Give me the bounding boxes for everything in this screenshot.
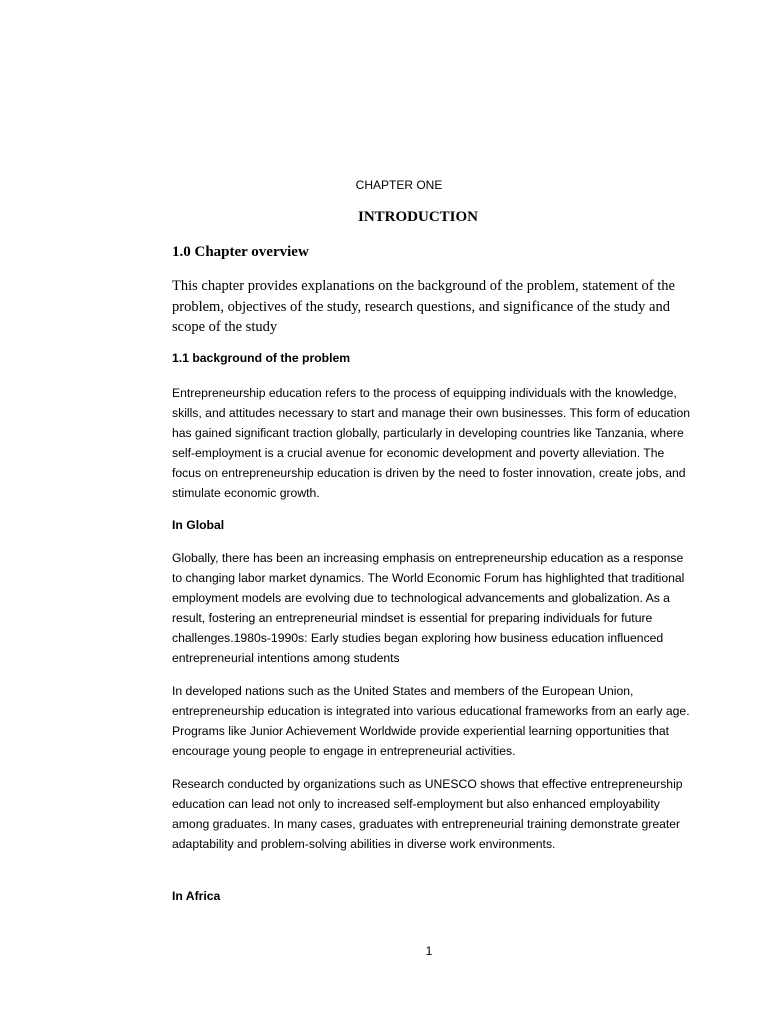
overview-paragraph: This chapter provides explanations on the background of the problem, statement of the problem, objectives of the study, research questions, and significance of the study and scope of the study — [172, 278, 675, 335]
chapter-title: INTRODUCTION — [357, 209, 478, 225]
section-heading-background: 1.1 background of the problem — [172, 351, 351, 365]
section-heading-global: In Global — [172, 518, 225, 532]
section-heading-africa: In Africa — [172, 889, 221, 903]
global-paragraph-2: In developed nations such as the United States and members of the European Union, entrepreneurship education is integrated into various educational frameworks from an early age. Programs like Junior Achievement Worldwide provide experiential learning opportunities that encourage young people to engage in entrepreneurial activities. — [172, 684, 690, 758]
global-paragraph-3: Research conducted by organizations such as UNESCO shows that effective entrepreneurship education can lead not only to increased self-employment but also enhanced employability among graduates. In many cases, graduates with entrepreneurial training demonstrate greater adaptability and problem-solving abilities in diverse work environments. — [172, 777, 683, 851]
global-paragraph-1: Globally, there has been an increasing emphasis on entrepreneurship education as a response to changing labor market dynamics. The World Economic Forum has highlighted that traditional employment models are evolving due to technological advancements and globalization. As a result, fostering an entrepreneurial mindset is essential for preparing individuals for future challenges.1980s-1990s: Early studies began exploring how business education influenced entrepreneurial intentions among students — [172, 551, 685, 665]
background-paragraph: Entrepreneurship education refers to the process of equipping individuals with the knowledge, skills, and attitudes necessary to start and manage their own businesses. This form of education has gained significant traction globally, particularly in developing countries like Tanzania, where self-employment is a crucial avenue for economic development and poverty alleviation. The focus on entrepreneurship education is driven by the need to foster innovation, create jobs, and stimulate economic growth. — [172, 386, 691, 500]
chapter-label: CHAPTER ONE — [355, 178, 443, 192]
page-number: 1 — [425, 944, 433, 958]
section-heading-overview: 1.0 Chapter overview — [172, 244, 309, 260]
